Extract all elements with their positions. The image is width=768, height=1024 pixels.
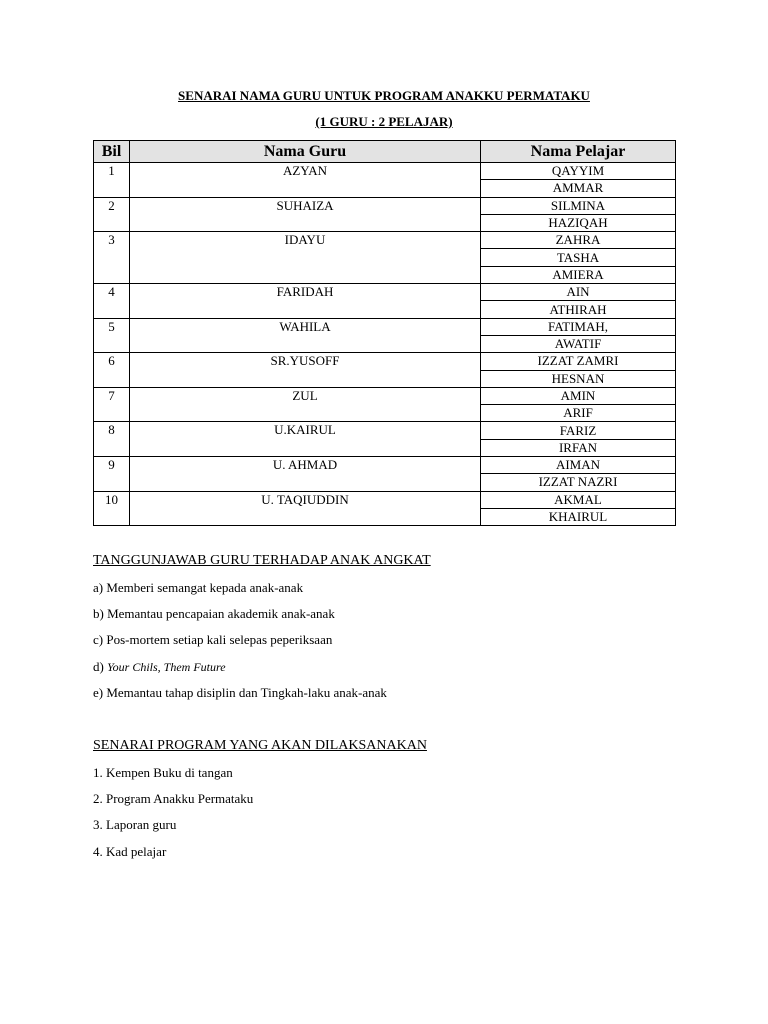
cell-nama-pelajar: AKMAL [481, 491, 676, 508]
cell-nama-pelajar: SILMINA [481, 197, 676, 214]
cell-nama-pelajar: AMIN [481, 387, 676, 404]
cell-nama-pelajar: AWATIF [481, 335, 676, 352]
cell-nama-pelajar: AIN [481, 284, 676, 301]
cell-nama-pelajar: AMIERA [481, 266, 676, 283]
cell-bil: 1 [94, 163, 130, 198]
responsibilities-list [93, 580, 387, 711]
cell-bil: 10 [94, 491, 130, 526]
cell-nama-guru: ZUL [130, 387, 481, 422]
table-row [94, 318, 676, 335]
table-row [94, 232, 676, 249]
cell-nama-pelajar: TASHA [481, 249, 676, 266]
header-nama-pelajar: Nama Pelajar [481, 141, 676, 163]
responsibility-item [93, 580, 387, 606]
header-bil: Bil [94, 141, 130, 163]
cell-nama-guru: U. TAQIUDDIN [130, 491, 481, 526]
cell-nama-pelajar: IZZAT ZAMRI [481, 353, 676, 370]
table-row [94, 491, 676, 508]
cell-nama-guru: WAHILA [130, 318, 481, 353]
program-item: 1. Kempen Buku di tangan [93, 765, 233, 780]
table-row [94, 284, 676, 301]
cell-nama-pelajar: FARIZ [481, 422, 676, 439]
program-item: 2. Program Anakku Permataku [93, 791, 254, 807]
table-row [94, 353, 676, 370]
cell-bil: 3 [94, 232, 130, 284]
teacher-student-table [93, 140, 676, 526]
header-nama-guru: Nama Guru [130, 141, 481, 163]
responsibilities-heading: TANGGUNJAWAB GURU TERHADAP ANAK ANGKAT [93, 553, 431, 568]
document-subtitle: (1 GURU : 2 PELAJAR) [315, 114, 453, 129]
cell-nama-pelajar: HESNAN [481, 370, 676, 387]
responsibility-text: a) Memberi semangat kepada anak-anak [93, 580, 304, 595]
program-item: 3. Laporan guru [93, 817, 177, 833]
cell-nama-pelajar: KHAIRUL [481, 508, 676, 525]
table-row [94, 197, 676, 214]
table-row [94, 422, 676, 439]
cell-nama-pelajar: HAZIQAH [481, 214, 676, 231]
cell-bil: 2 [94, 197, 130, 232]
table-row [94, 457, 676, 474]
programs-heading: SENARAI PROGRAM YANG AKAN DILAKSANAKAN [93, 738, 427, 753]
cell-nama-pelajar: QAYYIM [481, 163, 676, 180]
cell-nama-guru: SUHAIZA [130, 197, 481, 232]
table-row [94, 163, 676, 180]
cell-bil: 8 [94, 422, 130, 457]
cell-bil: 4 [94, 284, 130, 319]
cell-bil: 7 [94, 387, 130, 422]
responsibility-item [93, 659, 387, 685]
cell-nama-guru: FARIDAH [130, 284, 481, 319]
cell-nama-guru: IDAYU [130, 232, 481, 284]
cell-nama-guru: SR.YUSOFF [130, 353, 481, 388]
program-item: 4. Kad pelajar [93, 843, 167, 859]
cell-nama-pelajar: IRFAN [481, 439, 676, 456]
table-body [94, 163, 676, 526]
cell-nama-guru: U.KAIRUL [130, 422, 481, 457]
cell-nama-guru: AZYAN [130, 163, 481, 198]
responsibility-item [93, 606, 387, 632]
table-header-row [94, 141, 676, 163]
responsibility-text: Your Chils, Them Future [107, 659, 226, 674]
cell-bil: 6 [94, 353, 130, 388]
cell-nama-pelajar: AIMAN [481, 457, 676, 474]
cell-nama-pelajar: IZZAT NAZRI [481, 474, 676, 491]
responsibility-text: e) Memantau tahap disiplin dan Tingkah-laku anak-anak [93, 684, 387, 700]
cell-bil: 5 [94, 318, 130, 353]
cell-nama-pelajar: FATIMAH, [481, 318, 676, 335]
cell-nama-pelajar: ATHIRAH [481, 301, 676, 318]
table-row [94, 387, 676, 404]
cell-nama-guru: U. AHMAD [130, 457, 481, 492]
cell-nama-pelajar: ZAHRA [481, 232, 676, 249]
cell-nama-pelajar: AMMAR [481, 180, 676, 197]
cell-nama-pelajar: ARIF [481, 405, 676, 422]
responsibility-item [93, 632, 387, 658]
document-title: SENARAI NAMA GURU UNTUK PROGRAM ANAKKU PERMATAKU [178, 88, 590, 103]
responsibility-text: b) Memantau pencapaian akademik anak-anak [93, 606, 335, 622]
responsibility-text: c) Pos-mortem setiap kali selepas peperiksaan [93, 632, 333, 648]
responsibility-prefix: d) [93, 658, 108, 674]
programs-list [93, 765, 253, 870]
cell-bil: 9 [94, 457, 130, 492]
responsibility-item [93, 685, 387, 711]
